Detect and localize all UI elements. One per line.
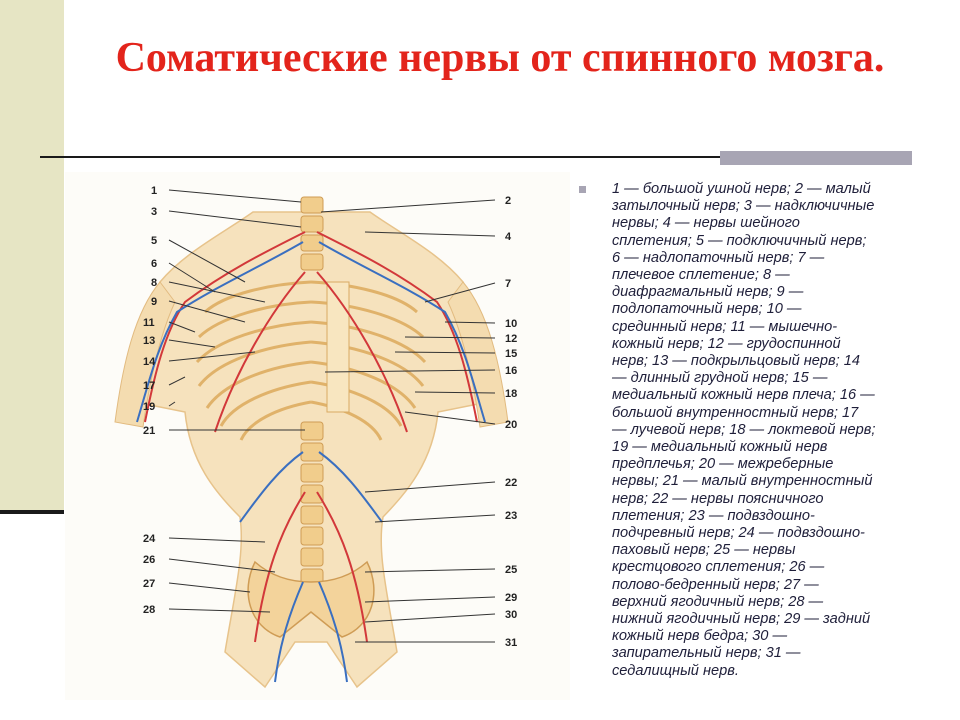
slide-title: Соматические нервы от спинного мозга. [115, 35, 885, 81]
legend-line: нижний ягодичный нерв; 29 — задний [612, 611, 871, 628]
legend-line: большой внутренностный нерв; 17 [612, 404, 859, 421]
label-right: 29 [505, 592, 518, 604]
legend-line: — длинный грудной нерв; 15 — [612, 370, 828, 387]
label-left: 24 [143, 533, 156, 545]
figure-legend [612, 181, 952, 680]
bullet-marker [579, 186, 586, 193]
label-left: 6 [151, 258, 158, 270]
legend-line: седалищный нерв. [612, 662, 739, 679]
legend-line: паховый нерв; 25 — нервы [612, 542, 796, 559]
label-right: 10 [505, 318, 518, 330]
legend-line: нервы; 4 — нервы шейного [612, 215, 800, 232]
label-right: 31 [505, 637, 518, 649]
label-right: 16 [505, 365, 518, 377]
label-right: 30 [505, 609, 518, 621]
label-left: 19 [143, 401, 156, 413]
label-left: 13 [143, 335, 156, 347]
legend-line: затылочный нерв; 3 — надключичные [612, 198, 875, 215]
label-right: 25 [505, 564, 518, 576]
label-right: 4 [505, 231, 512, 243]
legend-line: 1 — большой ушной нерв; 2 — малый [612, 181, 871, 197]
label-right: 2 [505, 195, 512, 207]
label-left: 26 [143, 554, 156, 566]
legend-line: — лучевой нерв; 18 — локтевой нерв; [612, 421, 876, 438]
label-left: 9 [151, 296, 158, 308]
legend-line: подлопаточный нерв; 10 — [612, 301, 802, 318]
label-right: 12 [505, 333, 518, 345]
label-left: 5 [151, 235, 158, 247]
legend-line: крестцового сплетения; 26 — [612, 559, 825, 576]
legend-line: медиальный кожный нерв плеча; 16 — [612, 387, 875, 404]
legend-line: нерв; 13 — подкрыльцовый нерв; 14 [612, 353, 861, 370]
label-right: 15 [505, 348, 518, 360]
legend-line: верхний ягодичный нерв; 28 — [612, 593, 824, 610]
legend-line: кожный нерв; 12 — грудоспинной [612, 335, 841, 352]
label-right: 20 [505, 419, 518, 431]
label-left: 3 [151, 206, 158, 218]
side-strip-divider [0, 510, 64, 514]
legend-line: 6 — надлопаточный нерв; 7 — [612, 249, 825, 266]
label-left: 28 [143, 604, 156, 616]
label-right: 23 [505, 510, 518, 522]
label-left: 14 [143, 356, 156, 368]
legend-line: полово-бедренный нерв; 27 — [612, 576, 819, 593]
label-right: 7 [505, 278, 512, 290]
legend-line: нервы; 21 — малый внутренностный [612, 473, 873, 490]
label-left: 21 [143, 425, 156, 437]
legend-line: 19 — медиальный кожный нерв [612, 439, 828, 456]
legend-line: плечевое сплетение; 8 — [612, 267, 790, 284]
sternum [327, 282, 349, 412]
label-left: 1 [151, 185, 158, 197]
nerve-diagram [65, 172, 570, 700]
legend-line: нерв; 22 — нервы поясничного [612, 490, 824, 507]
legend-line: сплетения; 5 — подключичный нерв; [612, 232, 867, 249]
legend-line: срединный нерв; 11 — мышечно- [612, 318, 838, 335]
label-left: 17 [143, 380, 156, 392]
decorative-side-strip [0, 0, 64, 513]
legend-line: кожный нерв бедра; 30 — [612, 628, 788, 645]
label-left: 27 [143, 578, 156, 590]
right-number-labels [505, 195, 517, 649]
label-left: 8 [151, 277, 158, 289]
legend-line: плетения; 23 — подвздошно- [612, 507, 815, 524]
label-right: 18 [505, 388, 518, 400]
legend-line: подчревный нерв; 24 — подвздошно- [612, 525, 865, 542]
legend-line: диафрагмальный нерв; 9 — [612, 284, 804, 301]
title-divider-accent [720, 151, 912, 165]
left-number-labels [143, 185, 157, 616]
legend-line: запирательный нерв; 31 — [612, 645, 801, 662]
label-right: 22 [505, 477, 518, 489]
legend-line: предплечья; 20 — межреберные [612, 456, 834, 473]
label-left: 11 [143, 317, 155, 329]
anatomy-figure [65, 172, 570, 700]
